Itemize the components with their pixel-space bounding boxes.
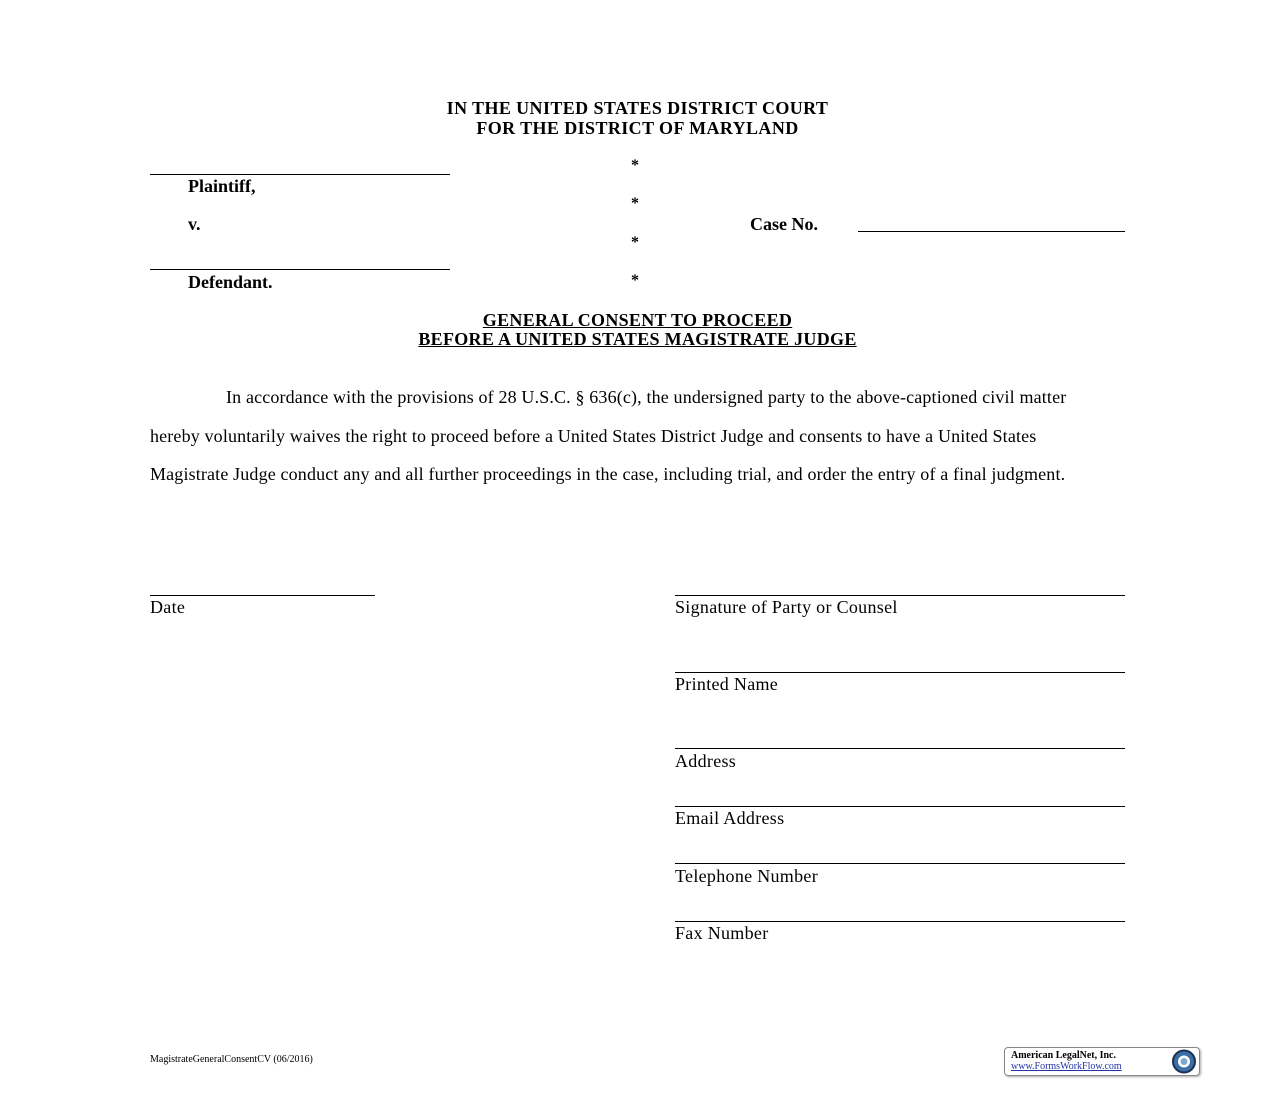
caption-asterisk: * — [631, 195, 639, 212]
printed-name-line[interactable] — [675, 672, 1125, 673]
signature-line[interactable] — [675, 595, 1125, 596]
email-line[interactable] — [675, 806, 1125, 807]
defendant-line[interactable] — [150, 269, 450, 270]
versus-label: v. — [188, 214, 201, 234]
american-legalnet-logo[interactable] — [1004, 1047, 1200, 1076]
printed-name-label: Printed Name — [675, 674, 779, 694]
signature-label: Signature of Party or Counsel — [675, 597, 898, 617]
form-title: GENERAL CONSENT TO PROCEED — [482, 310, 793, 330]
telephone-line[interactable] — [675, 863, 1125, 864]
email-label: Email Address — [675, 808, 785, 828]
fax-line[interactable] — [675, 921, 1125, 922]
defendant-label: Defendant. — [188, 272, 273, 292]
consent-paragraph: In accordance with the provisions of 28 U.S.C. § 636(c), the undersigned party to the above-captioned civil matter hereby voluntarily waives the right to proceed before a United States District Judge and consents to have a United States Magistrate Judge conduct any and all further proceedings in the case, including trial, and order the entry of a final judgment. — [150, 387, 1067, 484]
caption-asterisk: * — [631, 234, 639, 251]
date-line[interactable] — [150, 595, 375, 596]
logo-company: American LegalNet, Inc. — [1011, 1050, 1116, 1061]
telephone-label: Telephone Number — [675, 866, 818, 886]
globe-icon — [1171, 1049, 1197, 1074]
court-name: IN THE UNITED STATES DISTRICT COURT — [446, 98, 829, 118]
fax-label: Fax Number — [675, 923, 769, 943]
case-no-label: Case No. — [750, 214, 818, 234]
date-label: Date — [150, 597, 186, 617]
court-district: FOR THE DISTRICT OF MARYLAND — [476, 118, 799, 138]
address-label: Address — [675, 751, 737, 771]
plaintiff-line[interactable] — [150, 174, 450, 175]
logo-url[interactable]: www.FormsWorkFlow.com — [1011, 1061, 1122, 1072]
caption-asterisk: * — [631, 157, 639, 174]
form-id: MagistrateGeneralConsentCV (06/2016) — [150, 1054, 313, 1065]
address-line[interactable] — [675, 748, 1125, 749]
caption-asterisk: * — [631, 272, 639, 289]
case-no-line[interactable] — [858, 231, 1125, 232]
plaintiff-label: Plaintiff, — [188, 176, 256, 196]
form-subtitle: BEFORE A UNITED STATES MAGISTRATE JUDGE — [418, 329, 857, 349]
